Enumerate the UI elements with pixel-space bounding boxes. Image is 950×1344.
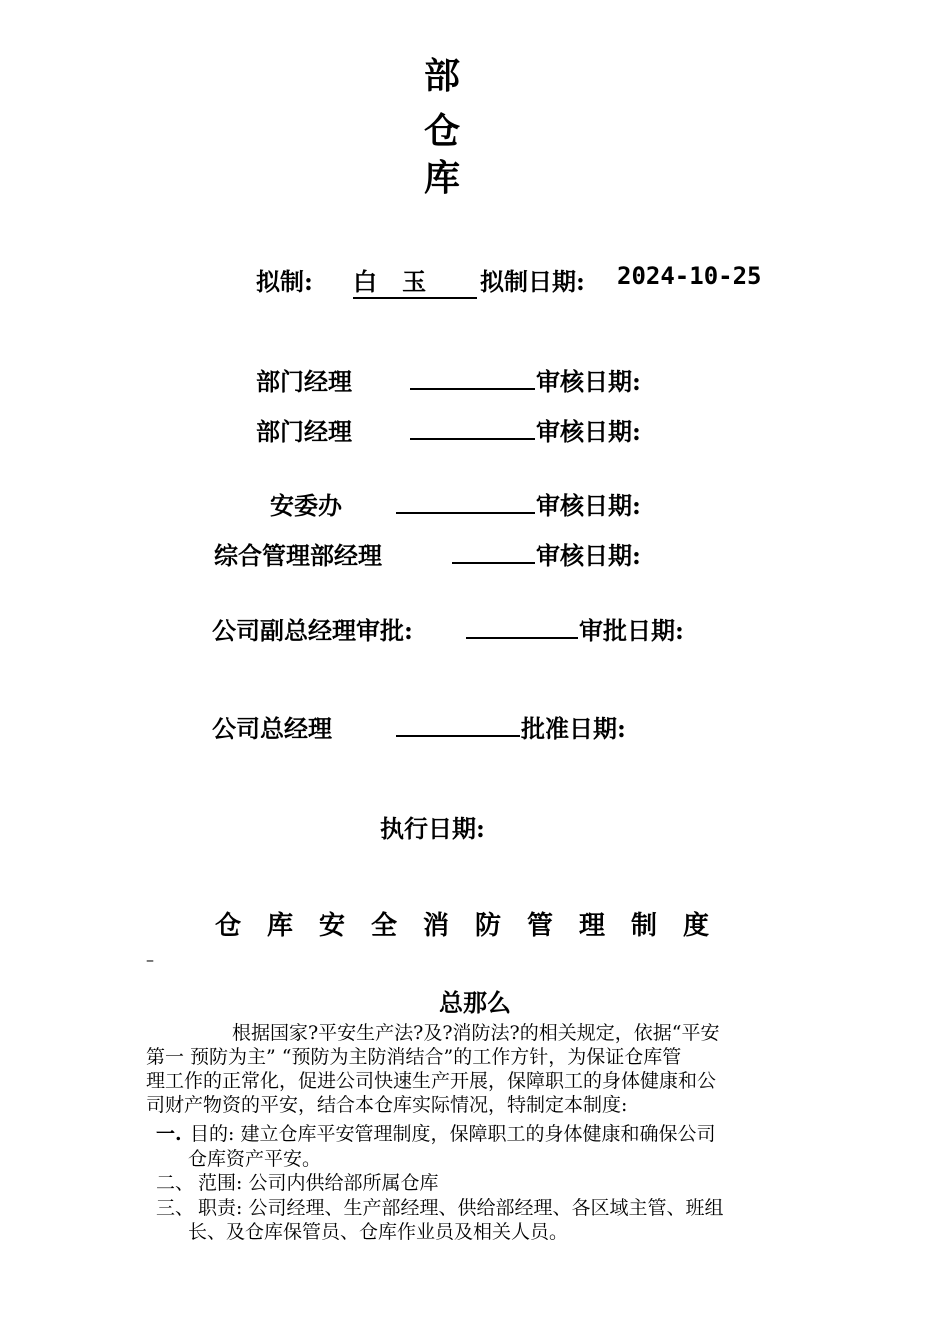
cover-title-char-2: 仓 [424, 110, 461, 152]
signoff-role-2: 部门经理 [256, 417, 352, 446]
signoff-role-4: 综合管理部经理 [214, 541, 382, 570]
signoff-date-label-6: 批准日期: [521, 714, 626, 743]
item-number-3: 三、 [156, 1197, 195, 1219]
item-2-line-1: 范围: 公司内供给部所属仓库 [198, 1172, 439, 1194]
signoff-role-1: 部门经理 [256, 367, 352, 396]
intro-line-3: 理工作的正常化，促进公司快速生产开展，保障职工的身体健康和公 [146, 1070, 717, 1092]
signoff-date-label-1: 审核日期: [536, 367, 641, 396]
section-heading: 总那么 [439, 988, 511, 1017]
drafted-name: 白 玉 [353, 262, 477, 299]
drafted-label: 拟制: [256, 267, 313, 296]
signoff-line-1[interactable] [410, 388, 535, 390]
signoff-line-6[interactable] [396, 735, 520, 737]
cover-title-char-3: 库 [424, 157, 461, 199]
item-number-1: 一. [156, 1123, 182, 1145]
signoff-line-3[interactable] [396, 512, 535, 514]
drafted-date-label: 拟制日期: [480, 267, 585, 296]
intro-line-4: 司财产物资的平安，结合本仓库实际情况，特制定本制度: [146, 1094, 628, 1116]
intro-line-1: 根据国家?平安生产法?及?消防法?的相关规定，依据“平安 [232, 1022, 720, 1044]
signoff-date-label-4: 审核日期: [536, 541, 641, 570]
signoff-date-label-3: 审核日期: [536, 491, 641, 520]
intro-paragraph [146, 1021, 806, 1117]
execution-date-label: 执行日期: [380, 814, 485, 843]
signoff-role-3: 安委办 [270, 491, 342, 520]
intro-line-2: 第一 预防为主” “预防为主防消结合”的工作方针，为保证仓库管 [146, 1046, 682, 1068]
signoff-role-6: 公司总经理 [212, 714, 332, 743]
item-1-line-1: 目的: 建立仓库平安管理制度，保障职工的身体健康和确保公司 [190, 1123, 716, 1145]
signoff-date-label-2: 审核日期: [536, 417, 641, 446]
signoff-role-5: 公司副总经理审批: [212, 616, 413, 645]
item-1-line-2: 仓库资产平安。 [188, 1148, 322, 1170]
item-number-2: 二、 [156, 1172, 195, 1194]
item-3-line-1: 职责: 公司经理、生产部经理、供给部经理、各区域主管、班组 [198, 1197, 724, 1219]
signoff-date-label-5: 审批日期: [579, 616, 684, 645]
cover-title-char-1: 部 [424, 55, 461, 97]
signoff-line-5[interactable] [466, 637, 578, 639]
stray-mark: – [146, 950, 154, 969]
signoff-line-4[interactable] [452, 562, 535, 564]
drafted-date: 2024-10-25 [617, 262, 762, 290]
document-title: 仓库安全消防管理制度 [214, 911, 735, 941]
signoff-line-2[interactable] [410, 438, 535, 440]
item-3-line-2: 长、及仓库保管员、仓库作业员及相关人员。 [188, 1221, 569, 1243]
